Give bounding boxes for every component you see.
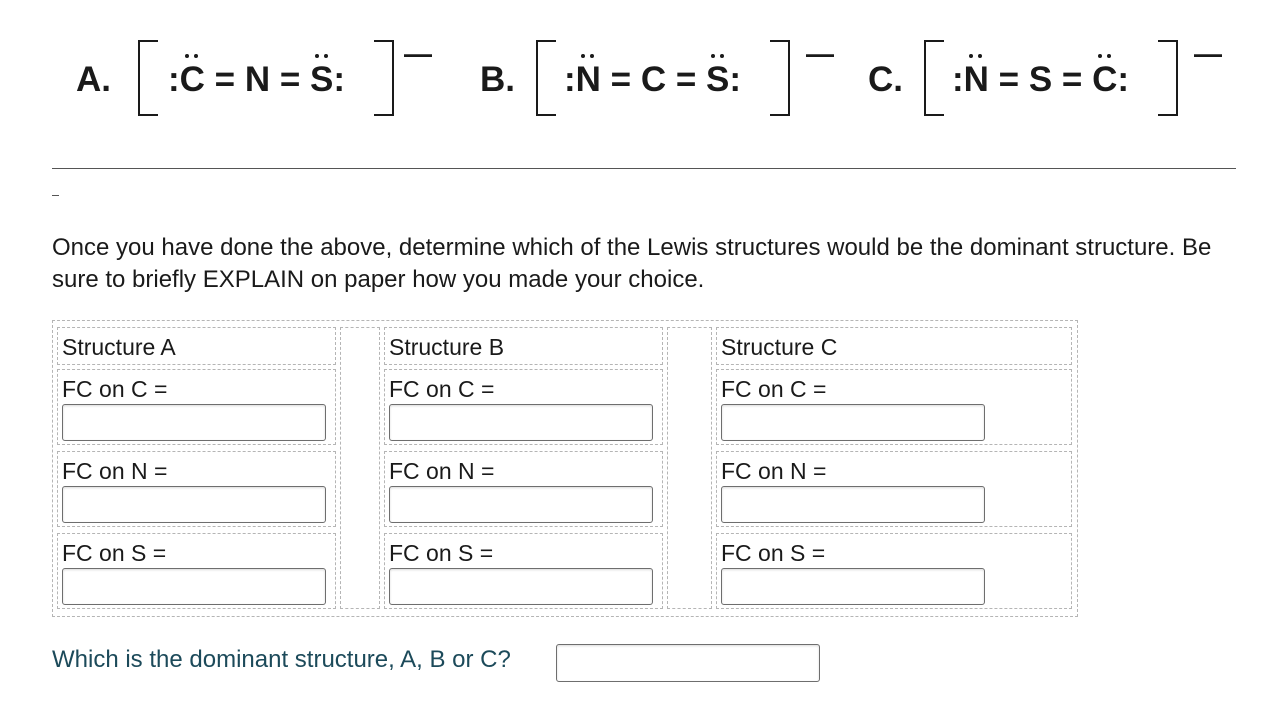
spacer-cell <box>340 327 380 609</box>
negative-charge: — <box>806 38 834 69</box>
fc-input-b-c[interactable] <box>389 404 653 441</box>
fc-cell-b-c <box>384 369 663 445</box>
fc-cell-a-s <box>57 533 336 609</box>
structure-b-letter: B. <box>480 60 515 99</box>
fc-label-s: FC on S = <box>721 540 826 566</box>
structure-c-letter: C. <box>868 60 903 99</box>
fc-cell-c-c <box>716 369 1072 445</box>
spacer-cell <box>667 327 712 609</box>
fc-label-s: FC on S = <box>62 540 167 566</box>
fc-label-n: FC on N = <box>62 458 168 484</box>
fc-label-s: FC on S = <box>389 540 494 566</box>
fc-input-b-n[interactable] <box>389 486 653 523</box>
fc-label-c: FC on C = <box>389 376 495 402</box>
fc-input-a-n[interactable] <box>62 486 326 523</box>
instructions-text: Once you have done the above, determine which of the Lewis structures would be the dominant structure. Be sure to briefly EXPLAIN on paper how you made your choice. <box>52 234 1212 293</box>
header-cell-b <box>384 327 663 365</box>
right-bracket <box>770 40 790 116</box>
header-cell-c <box>716 327 1072 365</box>
column-header-structure-b: Structure B <box>389 334 505 360</box>
structure-a-letter: A. <box>76 60 111 99</box>
structure-c-figure <box>868 30 1248 120</box>
structure-b-formula: :N = C = S: <box>564 60 742 99</box>
right-bracket <box>1158 40 1178 116</box>
negative-charge: — <box>1194 38 1222 69</box>
right-bracket <box>374 40 394 116</box>
header-cell-a <box>57 327 336 365</box>
structure-c-formula: :N = S = C: <box>952 60 1129 99</box>
formal-charge-table <box>52 320 1078 617</box>
column-header-structure-c: Structure C <box>721 334 838 360</box>
fc-input-a-c[interactable] <box>62 404 326 441</box>
left-bracket <box>924 40 944 116</box>
left-bracket <box>536 40 556 116</box>
fc-input-a-s[interactable] <box>62 568 326 605</box>
fc-cell-a-n <box>57 451 336 527</box>
fc-cell-a-c <box>57 369 336 445</box>
structure-a-figure <box>76 30 456 120</box>
fc-label-n: FC on N = <box>389 458 495 484</box>
column-header-structure-a: Structure A <box>62 334 176 360</box>
lewis-structures <box>0 0 1274 140</box>
section-divider <box>52 168 1236 169</box>
fc-label-c: FC on C = <box>62 376 168 402</box>
left-bracket <box>138 40 158 116</box>
negative-charge: — <box>404 38 432 69</box>
fc-input-c-s[interactable] <box>721 568 985 605</box>
fc-cell-b-n <box>384 451 663 527</box>
fc-cell-b-s <box>384 533 663 609</box>
structure-b-figure <box>480 30 860 120</box>
dominant-structure-input[interactable] <box>556 644 820 682</box>
divider-mark <box>52 195 59 196</box>
dominant-structure-question: Which is the dominant structure, A, B or C? <box>52 646 511 673</box>
fc-input-c-c[interactable] <box>721 404 985 441</box>
fc-label-n: FC on N = <box>721 458 827 484</box>
fc-input-c-n[interactable] <box>721 486 985 523</box>
structure-a-formula: :C = N = S: <box>168 60 346 99</box>
fc-cell-c-s <box>716 533 1072 609</box>
fc-input-b-s[interactable] <box>389 568 653 605</box>
fc-cell-c-n <box>716 451 1072 527</box>
fc-label-c: FC on C = <box>721 376 827 402</box>
